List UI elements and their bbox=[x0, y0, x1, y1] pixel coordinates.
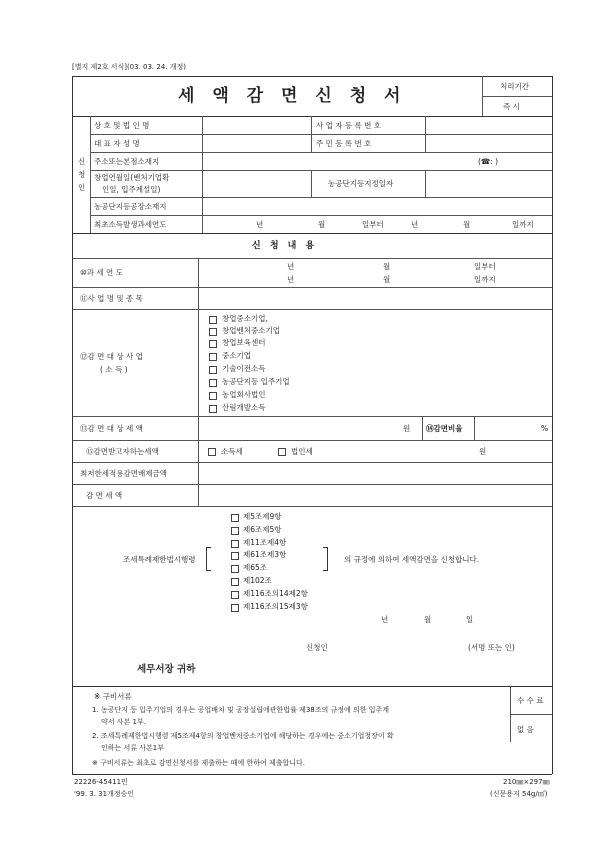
documents-heading: ※ 구비서류 bbox=[94, 692, 132, 701]
declaration-year: 년 bbox=[381, 615, 389, 624]
founding-date-label-line2: 인일, 입주계설일) bbox=[102, 185, 161, 194]
processing-period-label: 처리기간 bbox=[500, 82, 529, 91]
min-tax-label: 최저한세적용감면배제금액 bbox=[80, 469, 167, 478]
documents-item1-line2: 약서 사본 1부. bbox=[101, 718, 146, 726]
processing-period-value: 즉 시 bbox=[503, 102, 520, 111]
option-startup-sme-label: 창업중소기업, bbox=[222, 314, 268, 323]
reduction-target-tax-unit: 원 bbox=[403, 424, 411, 433]
option-startup-sme-checkbox[interactable] bbox=[209, 316, 217, 324]
addressee: 세무서장 귀하 bbox=[137, 664, 196, 675]
reduced-tax-label: 감 면 세 액 bbox=[86, 491, 123, 500]
clause-102-checkbox[interactable] bbox=[231, 578, 239, 586]
company-name-label: 상 호 및 법 인 명 bbox=[94, 121, 150, 130]
address-label: 주소또는본점소재지 bbox=[94, 157, 160, 166]
declaration-tail: 의 규정에 의하여 세액감면을 신청합니다. bbox=[344, 555, 480, 564]
declaration-lead: 조세특례제한법시행령 bbox=[123, 555, 196, 564]
biz-reg-no-label: 사 업 자 등 록 번 호 bbox=[316, 121, 382, 130]
agri-date-label: 농공단지등지정일자 bbox=[328, 179, 394, 188]
declaration-day: 일 bbox=[466, 615, 474, 624]
left-bracket bbox=[206, 547, 211, 571]
clause-6-5-checkbox[interactable] bbox=[231, 527, 239, 535]
first-income-from-text: 일부터 bbox=[362, 220, 384, 229]
first-income-year-text: 년 bbox=[256, 220, 264, 229]
business-type-field[interactable] bbox=[199, 288, 551, 308]
tax-year-to-month: 월 bbox=[383, 275, 391, 284]
documents-item2-line1: 2. 조세특례제한법시행령 제5조제4항의 창업벤처중소기업에 해당하는 경우에는 중소기업청장이 확 bbox=[92, 732, 394, 740]
form-title: 세 액 감 면 신 청 서 bbox=[178, 86, 407, 106]
reduction-target-tax-field[interactable] bbox=[199, 417, 394, 439]
founding-date-label-line1: 창업연월일(벤처기업확 bbox=[94, 173, 170, 182]
income-tax-label: 소득세 bbox=[221, 447, 243, 456]
footer-approval: '99. 3. 31개정승인 bbox=[74, 790, 135, 798]
footer-paper-type: (신문용지 54g/㎡) bbox=[490, 790, 548, 798]
form-number-note: [별지 제2호 서식](03. 03. 24. 개정) bbox=[72, 63, 186, 71]
reduction-rate-label: ⑭감면비율 bbox=[426, 424, 463, 433]
founding-date-field[interactable] bbox=[203, 171, 310, 196]
target-business-label: ⑫감 면 대 상 사 업 bbox=[80, 352, 143, 361]
option-incubator-checkbox[interactable] bbox=[209, 340, 217, 348]
option-forest-label: 산림개발소득 bbox=[222, 403, 266, 412]
applicant-side-label-2: 청 bbox=[78, 170, 86, 179]
tax-to-reduce-label: ⑮감면받고자하는세액 bbox=[86, 447, 159, 456]
clause-11-4-checkbox[interactable] bbox=[231, 540, 239, 548]
corporate-tax-label: 법인세 bbox=[291, 447, 313, 456]
clause-116-14-2-label: 제116조의14제2항 bbox=[243, 589, 308, 598]
reduction-rate-field[interactable] bbox=[475, 417, 535, 439]
tax-year-from-year: 년 bbox=[287, 262, 295, 271]
option-tech-transfer-checkbox[interactable] bbox=[209, 366, 217, 374]
resident-no-label: 주 민 등 록 번 호 bbox=[316, 139, 372, 148]
agri-location-label: 농공단지등공장소재지 bbox=[94, 202, 167, 211]
option-agri-complex-label: 농공단지등 입주기업 bbox=[222, 377, 290, 386]
option-forest-checkbox[interactable] bbox=[209, 405, 217, 413]
rep-name-label: 대 표 자 성 명 bbox=[94, 139, 140, 148]
fee-value: 없 음 bbox=[517, 725, 534, 734]
income-tax-checkbox[interactable] bbox=[208, 448, 216, 456]
first-income-year2-text: 년 bbox=[411, 220, 419, 229]
clause-116-15-3-label: 제116조의15제3항 bbox=[243, 602, 308, 611]
clause-61-3-label: 제61조제3항 bbox=[243, 550, 287, 559]
clause-61-3-checkbox[interactable] bbox=[231, 552, 239, 560]
option-venture-sme-label: 창업벤처중소기업 bbox=[222, 326, 280, 335]
clause-102-label: 제102조 bbox=[243, 576, 272, 585]
footer-paper-size: 210㎜×297㎜ bbox=[503, 778, 550, 786]
tax-year-to-text: 일까지 bbox=[474, 275, 496, 284]
option-sme-label: 중소기업 bbox=[222, 351, 251, 360]
declaration-month: 월 bbox=[424, 615, 432, 624]
option-sme-checkbox[interactable] bbox=[209, 353, 217, 361]
clause-5-9-checkbox[interactable] bbox=[231, 514, 239, 522]
biz-reg-no-field[interactable] bbox=[426, 117, 551, 133]
target-business-sublabel: ( 소 득 ) bbox=[100, 365, 128, 374]
agri-location-field[interactable] bbox=[203, 198, 551, 214]
min-tax-field[interactable] bbox=[199, 463, 551, 483]
agri-date-field[interactable] bbox=[426, 171, 551, 196]
corporate-tax-checkbox[interactable] bbox=[278, 448, 286, 456]
sign-or-seal-text: (서명 또는 인) bbox=[468, 643, 515, 652]
documents-item1-line1: 1. 농공단지 등 입주기업의 경우는 공업배치 및 공장설립에관한법률 제38조의 규정에 의한 입주계 bbox=[92, 706, 390, 714]
resident-no-field[interactable] bbox=[426, 135, 551, 151]
documents-item2-line2: 인하는 서류 사본1부 bbox=[101, 744, 164, 752]
clause-116-14-2-checkbox[interactable] bbox=[231, 591, 239, 599]
first-income-month2-text: 월 bbox=[463, 220, 471, 229]
rep-name-field[interactable] bbox=[203, 135, 310, 151]
option-agri-corp-label: 농업회사법인 bbox=[222, 390, 266, 399]
reduction-rate-unit: % bbox=[541, 424, 549, 433]
tax-year-label: ⑩과 세 연 도 bbox=[80, 268, 123, 277]
reduced-tax-field[interactable] bbox=[199, 485, 551, 505]
tax-year-from-month: 월 bbox=[383, 262, 391, 271]
applicant-signature-label: 신청인 bbox=[306, 643, 328, 652]
clause-65-label: 제65조 bbox=[243, 563, 268, 572]
company-name-field[interactable] bbox=[203, 117, 310, 133]
first-income-to-text: 일까지 bbox=[512, 220, 534, 229]
option-agri-complex-checkbox[interactable] bbox=[209, 379, 217, 387]
option-incubator-label: 창업보육센터 bbox=[222, 338, 266, 347]
content-section-title: 신 청 내 용 bbox=[252, 241, 318, 251]
applicant-side-label-1: 신 bbox=[78, 157, 86, 166]
documents-note: ※ 구비서류는 최초로 감면신청서를 제출하는 때에 한하여 제출합니다. bbox=[92, 759, 306, 767]
address-field[interactable] bbox=[203, 153, 473, 169]
first-income-year-label: 최초소득발생과세연도 bbox=[94, 220, 167, 229]
applicant-signature-field[interactable] bbox=[336, 638, 464, 654]
tax-to-reduce-unit: 원 bbox=[479, 447, 487, 456]
clause-116-15-3-checkbox[interactable] bbox=[231, 604, 239, 612]
option-tech-transfer-label: 기술이전소득 bbox=[222, 364, 266, 373]
clause-5-9-label: 제5조제9항 bbox=[243, 512, 282, 521]
clause-6-5-label: 제6조제5항 bbox=[243, 525, 282, 534]
option-agri-corp-checkbox[interactable] bbox=[209, 392, 217, 400]
reduction-target-tax-label: ⑬감 면 대 상 세 액 bbox=[80, 424, 143, 433]
fee-label: 수 수 료 bbox=[517, 696, 544, 705]
option-venture-sme-checkbox[interactable] bbox=[209, 328, 217, 336]
applicant-side-label-3: 인 bbox=[78, 183, 86, 192]
clause-11-4-label: 제11조제4항 bbox=[243, 538, 287, 547]
footer-code: 22226-45411민 bbox=[74, 778, 128, 786]
right-bracket bbox=[323, 547, 328, 571]
tax-year-to-year: 년 bbox=[287, 275, 295, 284]
first-income-month-text: 월 bbox=[318, 220, 326, 229]
business-type-label: ⑪사 업 명 및 종 목 bbox=[80, 294, 143, 303]
phone-field[interactable]: (☎: ) bbox=[478, 157, 499, 166]
tax-year-from-text: 일부터 bbox=[474, 262, 496, 271]
clause-65-checkbox[interactable] bbox=[231, 565, 239, 573]
